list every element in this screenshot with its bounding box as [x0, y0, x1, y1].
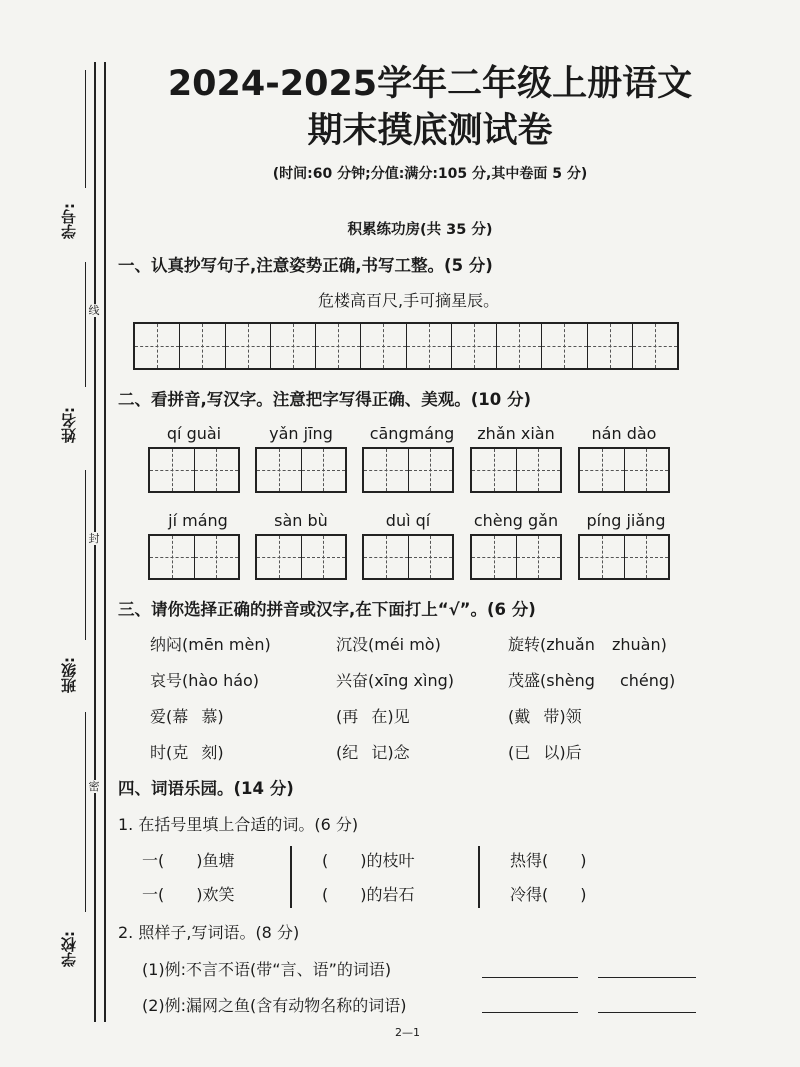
example-1: (1)例:不言不语(带“言、语”的词语): [142, 960, 392, 979]
exam-title-line1: 2024-2025学年二年级上册语文: [167, 64, 693, 104]
pinyin-label: yǎn jīng: [269, 424, 333, 443]
name-label: 姓名:: [60, 407, 78, 443]
school-blank[interactable]: [85, 712, 86, 912]
pinyin-label: píng jiǎng: [586, 511, 666, 530]
column-divider: [290, 846, 292, 908]
answer-blank[interactable]: [598, 1012, 696, 1013]
tian-grid[interactable]: [578, 447, 670, 493]
mark-seal: 封: [86, 532, 102, 545]
tian-grid[interactable]: [470, 447, 562, 493]
exam-subtitle: (时间:60 分钟;分值:满分:105 分,其中卷面 5 分): [272, 166, 588, 182]
name-blank-top[interactable]: [85, 262, 86, 387]
tian-grid[interactable]: [255, 534, 347, 580]
choice-item[interactable]: 纳闷(mēn mèn): [150, 635, 271, 654]
q4-title: 四、词语乐园。(14 分): [118, 779, 294, 798]
tian-grid[interactable]: [470, 534, 562, 580]
q1-sentence: 危楼高百尺,手可摘星辰。: [318, 291, 500, 310]
choice-item[interactable]: (再 在)见: [336, 707, 410, 726]
pinyin-label: duì qí: [385, 511, 431, 530]
example-2: (2)例:漏网之鱼(含有动物名称的词语): [142, 996, 407, 1015]
choice-item[interactable]: (戴 带)领: [508, 707, 582, 726]
class-blank[interactable]: [85, 470, 86, 640]
choice-item[interactable]: (纪 记)念: [336, 743, 410, 762]
choice-item[interactable]: 沉没(méi mò): [336, 635, 441, 654]
tian-grid[interactable]: [362, 534, 454, 580]
binding-line-inner: [104, 62, 106, 1022]
pinyin-label: jí máng: [168, 511, 228, 530]
class-label: 班级:: [60, 657, 78, 693]
q4-sub1-title: 1. 在括号里填上合适的词。(6 分): [118, 815, 359, 834]
tian-grid[interactable]: [148, 447, 240, 493]
answer-blank[interactable]: [482, 1012, 578, 1013]
tian-grid[interactable]: [148, 534, 240, 580]
pinyin-label: qí guài: [166, 424, 222, 443]
student-id-label: 学号:: [60, 203, 78, 239]
choice-item[interactable]: 哀号(hào háo): [150, 671, 260, 690]
q1-title: 一、认真抄写句子,注意姿势正确,书写工整。(5 分): [118, 256, 493, 275]
tian-grid[interactable]: [255, 447, 347, 493]
q4-sub2-title: 2. 照样子,写词语。(8 分): [118, 923, 300, 942]
choice-item[interactable]: (已 以)后: [508, 743, 582, 762]
pinyin-label: nán dào: [591, 424, 657, 443]
pinyin-label: chèng gǎn: [473, 511, 559, 530]
mark-secret: 密: [86, 780, 102, 793]
tian-grid[interactable]: [578, 534, 670, 580]
choice-item[interactable]: 爱(幕 慕): [150, 707, 224, 726]
mark-line: 线: [86, 304, 102, 317]
choice-item[interactable]: 时(克 刻): [150, 743, 224, 762]
pinyin-label: zhǎn xiàn: [477, 424, 555, 443]
answer-blank[interactable]: [598, 977, 696, 978]
choice-item[interactable]: 旋转(zhuǎn zhuàn): [508, 635, 667, 654]
fill-item[interactable]: 冷得( ): [510, 885, 587, 904]
q2-title: 二、看拼音,写汉字。注意把字写得正确、美观。(10 分): [118, 390, 532, 409]
q3-title: 三、请你选择正确的拼音或汉字,在下面打上“√”。(6 分): [118, 600, 536, 619]
school-label: 学校:: [60, 931, 78, 967]
tian-grid[interactable]: [362, 447, 454, 493]
pinyin-label: sàn bù: [274, 511, 328, 530]
part-title: 积累练功房(共 35 分): [347, 222, 493, 238]
choice-item[interactable]: 兴奋(xīng xìng): [336, 671, 454, 690]
answer-blank[interactable]: [482, 977, 578, 978]
copy-grid[interactable]: [133, 322, 679, 370]
page-number: 2—1: [395, 1026, 420, 1039]
column-divider: [478, 846, 480, 908]
choice-item[interactable]: 茂盛(shèng chéng): [508, 671, 676, 690]
fill-item[interactable]: ( )的岩石: [322, 885, 415, 904]
fill-item[interactable]: 一( )鱼塘: [142, 851, 235, 870]
fill-item[interactable]: ( )的枝叶: [322, 851, 415, 870]
fill-item[interactable]: 一( )欢笑: [142, 885, 235, 904]
exam-title-line2: 期末摸底测试卷: [307, 111, 553, 151]
fill-item[interactable]: 热得( ): [510, 851, 587, 870]
pinyin-label: cāngmáng: [369, 424, 455, 443]
